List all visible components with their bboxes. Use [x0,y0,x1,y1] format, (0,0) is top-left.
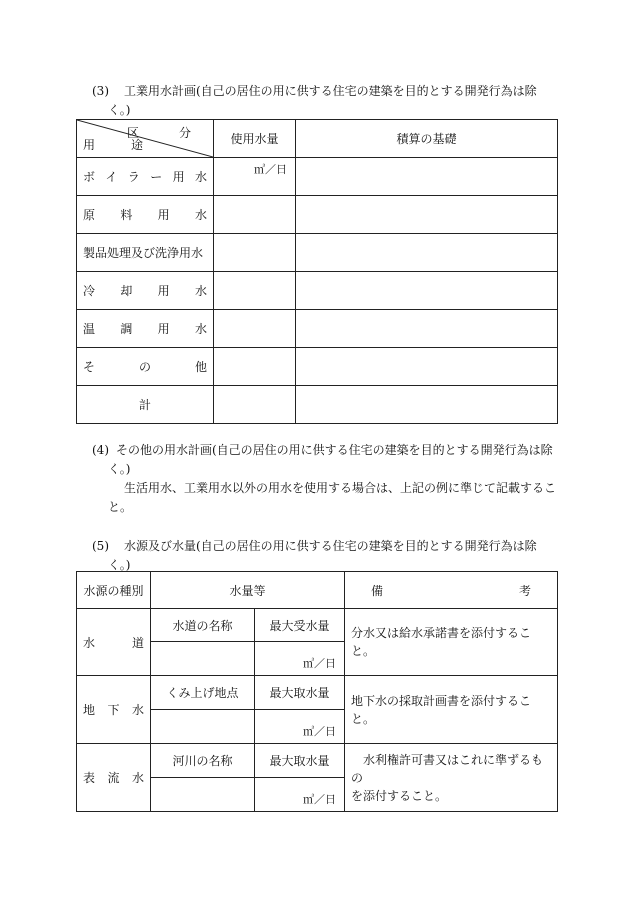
row-label: ボイラー用水 [77,158,214,196]
remark-line2: を添付すること。 [351,788,448,803]
row-label: その他 [77,348,214,386]
header-kubun: 区 分 [126,126,205,140]
basis-cell[interactable] [296,348,558,386]
table-row [77,310,558,348]
header-usage: 使用水量 [214,120,296,158]
amount-input-cell[interactable] [255,778,345,812]
basis-cell[interactable] [296,310,558,348]
basis-cell[interactable] [296,272,558,310]
table1-header-row [77,120,558,158]
usage-cell[interactable] [214,196,296,234]
row-label: 原料用水 [77,196,214,234]
section-3-title-line1: 工業用水計画(自己の居住の用に供する住宅の建築を目的とする開発行為は除 [124,84,537,98]
diagonal-header-cell [77,120,214,158]
table-row [77,234,558,272]
water-source-table [76,571,558,812]
remark-line1: 地下水の採取計画書を添付すること。 [351,693,532,726]
usage-cell[interactable] [214,234,296,272]
remark-cell [345,676,558,744]
sub-header-name: くみ上げ地点 [151,676,255,710]
section-4-body-line2: と。 [108,500,133,514]
section-4-title-line2: く。) [108,462,131,476]
basis-cell[interactable] [296,158,558,196]
header-basis: 積算の基礎 [296,120,558,158]
usage-cell[interactable] [214,158,296,196]
industrial-water-table [76,119,558,424]
name-input-cell[interactable] [151,778,255,812]
sub-header-amount: 最大取水量 [255,676,345,710]
row-label: 冷却用水 [77,272,214,310]
name-input-cell[interactable] [151,710,255,744]
row-label-total: 計 [77,386,214,424]
section-3-title-line2: く。) [108,103,131,117]
header-remarks [345,572,558,609]
table-row [77,386,558,424]
table-row [77,676,558,710]
table-row [77,158,558,196]
table-row [77,272,558,310]
table-row [77,744,558,778]
unit-label: ㎥／日 [303,725,337,738]
header-type: 水源の種別 [77,572,151,609]
usage-cell[interactable] [214,348,296,386]
remark-line1: 分水又は給水承諾書を添付すること。 [351,626,532,658]
name-input-cell[interactable] [151,642,255,676]
amount-input-cell[interactable] [255,710,345,744]
unit-label: ㎥／日 [303,793,337,806]
source-type: 表流水 [77,744,151,812]
remark-cell [345,744,558,812]
section-5-title-line2: く。) [108,558,131,572]
section-4 [92,441,556,517]
header-amount: 水量等 [151,572,345,609]
header-youto: 用 途 [83,138,156,152]
source-type: 水道 [77,609,151,676]
remark-line1: 水利権許可書又はこれに準ずるもの [351,752,544,785]
section-5-number: (5) [92,539,109,553]
table-row [77,196,558,234]
sub-header-name: 水道の名称 [151,609,255,642]
basis-cell[interactable] [296,386,558,424]
sub-header-amount: 最大受水量 [255,609,345,642]
section-3-number: (3) [92,84,109,98]
table-row [77,609,558,642]
usage-cell[interactable] [214,386,296,424]
header-remarks-1: 備 [371,583,384,598]
sub-header-amount: 最大取水量 [255,744,345,778]
usage-cell[interactable] [214,310,296,348]
row-label: 製品処理及び洗浄用水 [77,234,214,272]
usage-cell[interactable] [214,272,296,310]
amount-input-cell[interactable] [255,642,345,676]
unit-label: ㎥／日 [303,657,337,670]
basis-cell[interactable] [296,196,558,234]
table2-header-row [77,572,558,609]
section-5-heading [92,537,537,575]
sub-header-name: 河川の名称 [151,744,255,778]
section-4-number: (4) [92,443,109,457]
section-4-body-line1: 生活用水、工業用水以外の用水を使用する場合は、上記の例に準じて記載するこ [124,481,557,495]
section-5-title-line1: 水源及び水量(自己の居住の用に供する住宅の建築を目的とする開発行為は除 [124,539,537,553]
header-remarks-2: 考 [519,583,532,598]
remark-cell [345,609,558,676]
unit-label: ㎥／日 [254,163,287,176]
basis-cell[interactable] [296,234,558,272]
section-3-heading [92,82,537,120]
source-type: 地下水 [77,676,151,744]
section-4-title-line1: その他の用水計画(自己の居住の用に供する住宅の建築を目的とする開発行為は除 [116,443,553,457]
row-label: 温調用水 [77,310,214,348]
table-row [77,348,558,386]
